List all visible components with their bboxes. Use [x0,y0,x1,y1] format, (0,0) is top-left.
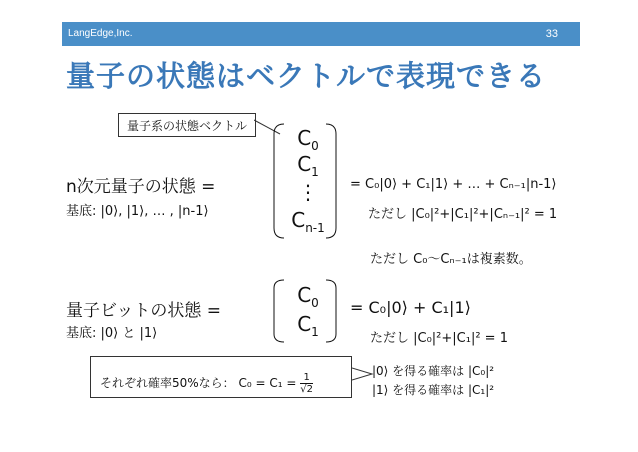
n-dim-basis: 基底: |0⟩, |1⟩, … , |n-1⟩ [66,204,209,219]
n-dim-state-label: n次元量子の状態 = [66,177,216,197]
n-dim-expansion: = C₀|0⟩ + C₁|1⟩ + … + Cₙ₋₁|n-1⟩ [350,177,557,192]
vector-dots: ⋮ [298,180,318,204]
one-over-root-two: $\frac{1}{√2}$ [300,372,314,395]
page-number: 33 [545,28,558,40]
n-dim-normalization: ただし |C₀|²+|C₁|²+|Cₙ₋₁|² = 1 [368,207,558,222]
qubit-basis: 基底: |0⟩ と |1⟩ [66,326,158,341]
company-name: LangEdge,Inc. [68,28,133,39]
qubit-state-label: 量子ビットの状態 = [66,301,221,321]
probability-note: それぞれ確率50%なら： C₀ = C₁ = $\frac{1}{√2}$ [100,372,314,395]
vector-cn1: $C_{n-1}$ [291,208,325,235]
state-vector-callout: 量子系の状態ベクトル [118,113,256,137]
note-pointer-icon [352,366,374,382]
slide-title: 量子の状態はベクトルで表現できる [66,59,547,93]
vector-c0: $C_0$ [297,126,319,153]
vector-c1: $C_1$ [297,152,319,179]
complex-note: ただし C₀〜Cₙ₋₁は複素数。 [370,252,532,267]
left-bracket-2 [270,278,286,344]
header-bar [62,22,580,46]
qubit-vector-c0: $C_0$ [297,283,319,310]
left-bracket-1 [270,122,286,240]
qubit-normalization: ただし |C₀|²+|C₁|² = 1 [370,331,508,346]
qubit-expansion: = C₀|0⟩ + C₁|1⟩ [350,298,471,317]
qubit-vector-c1: $C_1$ [297,312,319,339]
prob-state-0: |0⟩ を得る確率は |C₀|² [372,364,495,378]
prob-state-1: |1⟩ を得る確率は |C₁|² [372,383,495,397]
